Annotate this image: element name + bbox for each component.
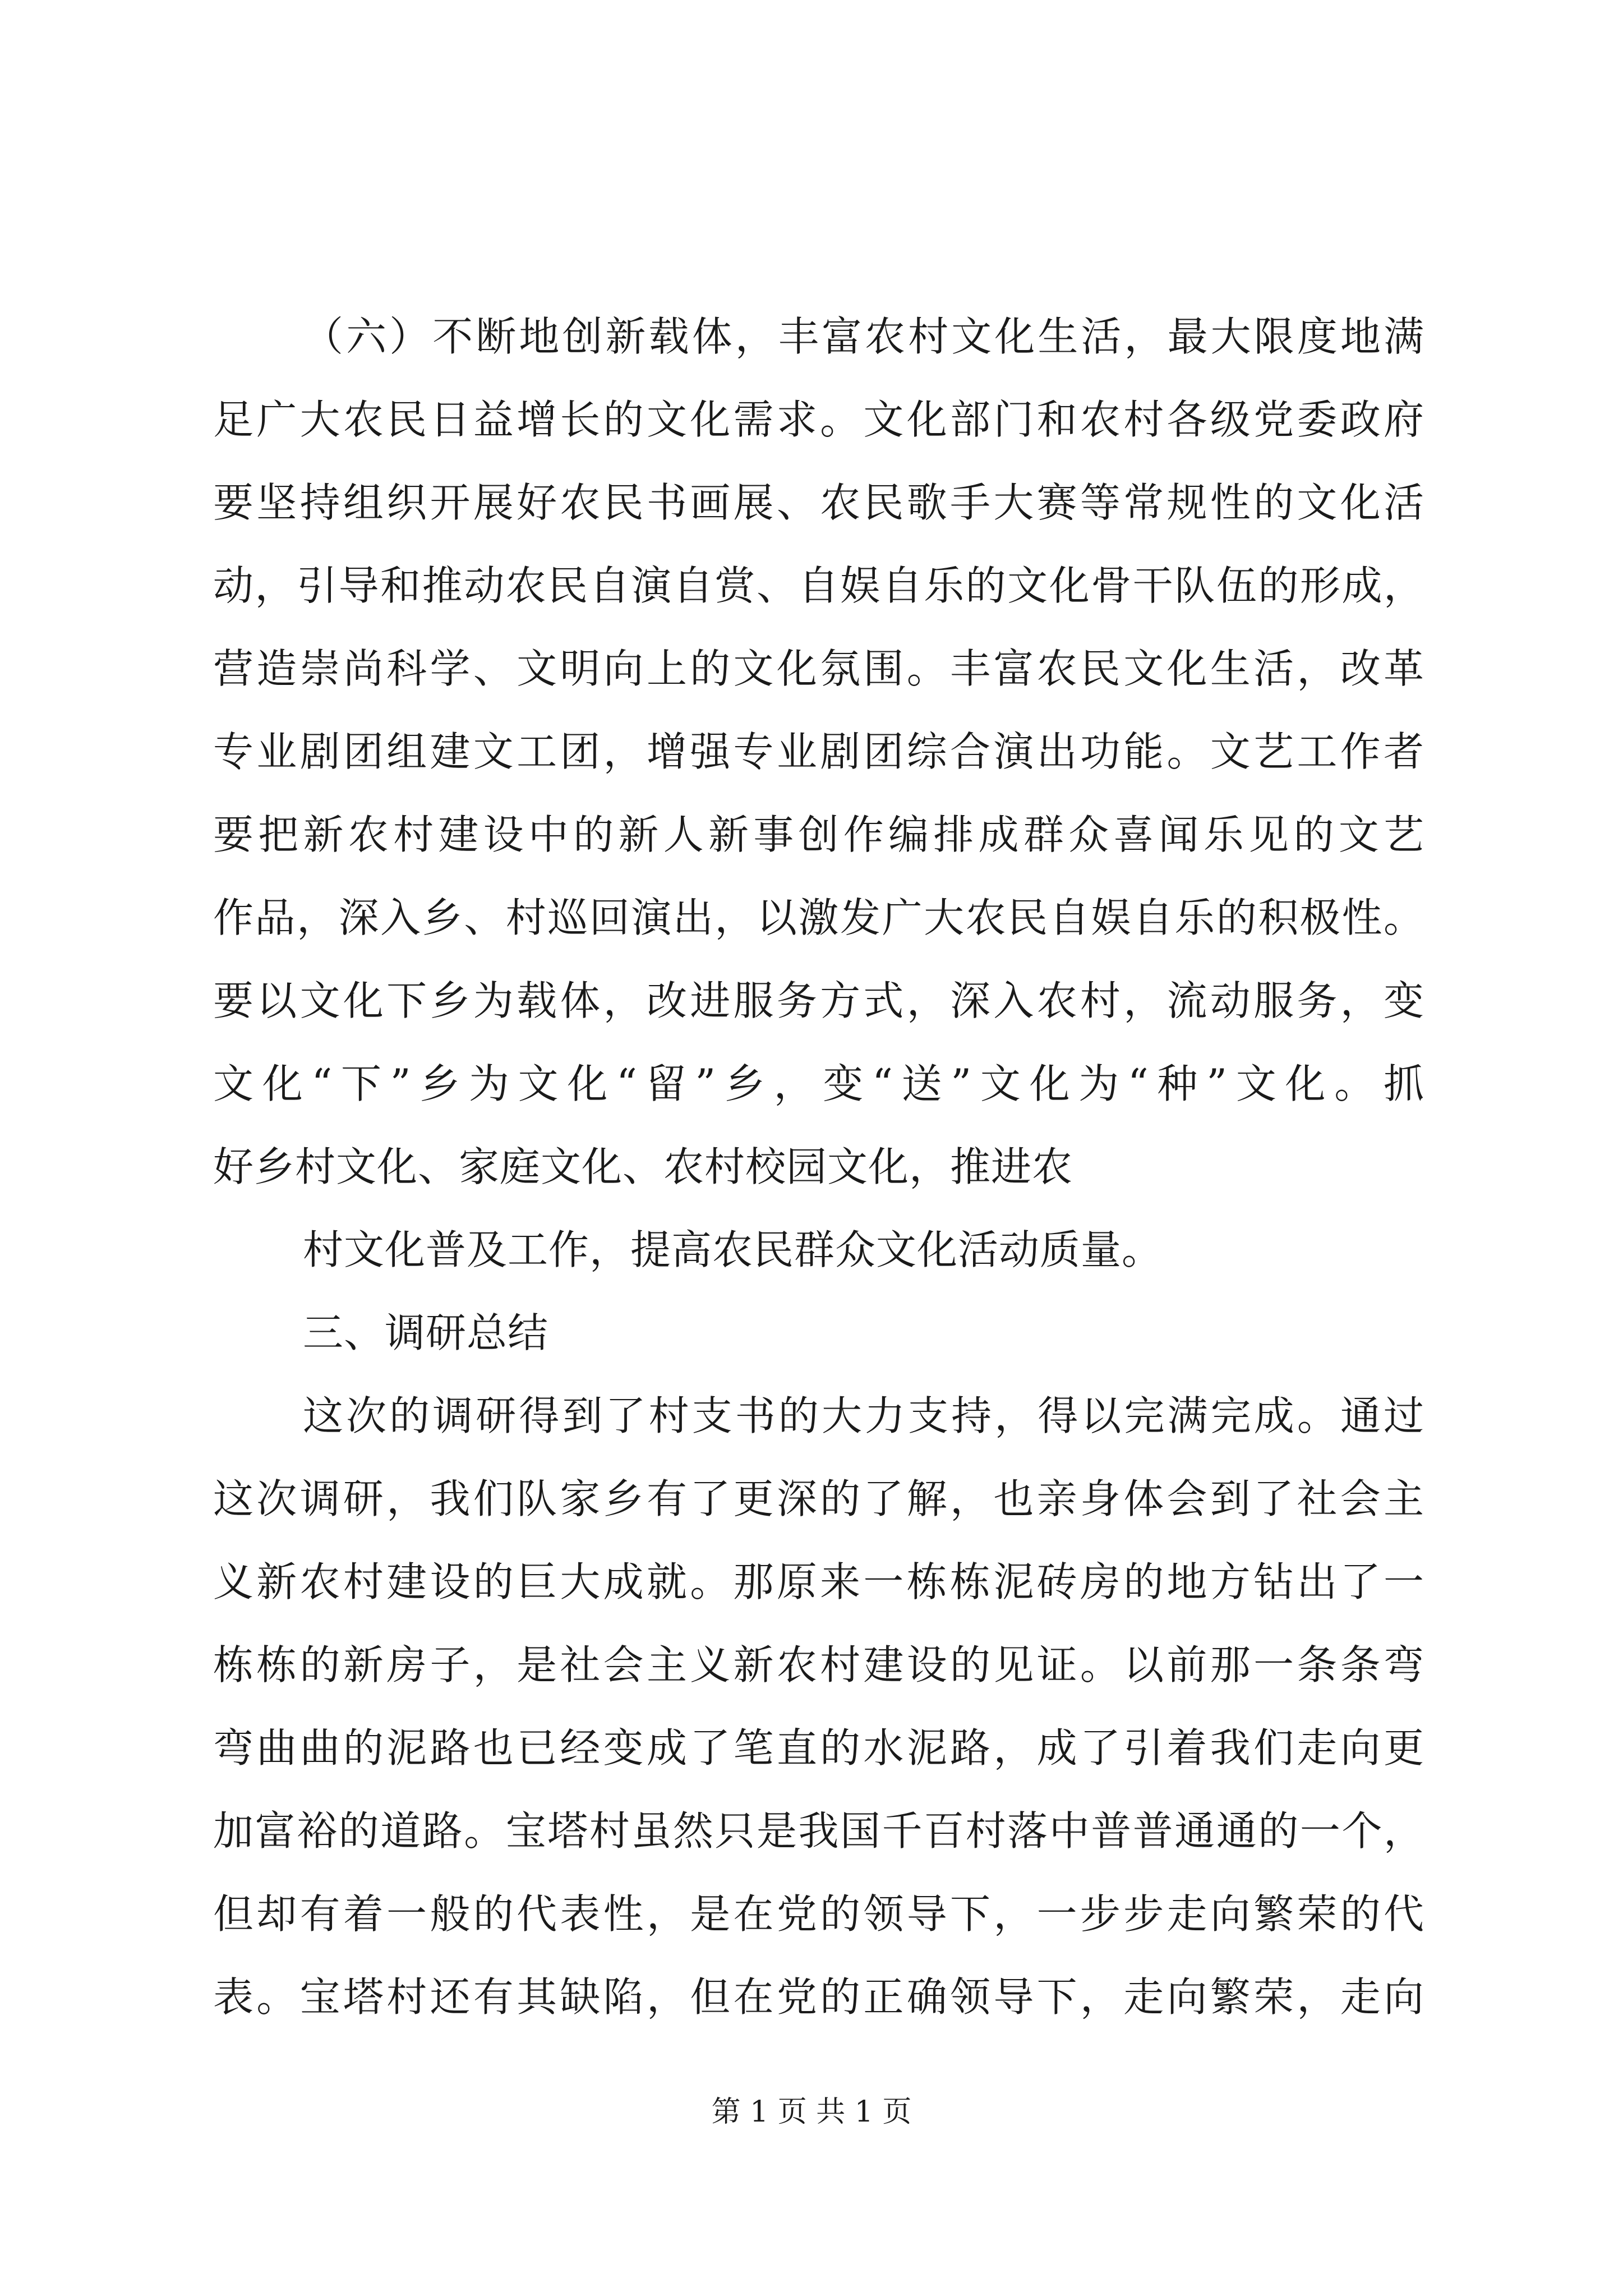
- section-heading: 三、调研总结: [303, 1309, 549, 1356]
- paragraph-line: 弯曲曲的泥路也已经变成了笔直的水泥路，成了引着我们走向更: [213, 1724, 1424, 1772]
- paragraph-line: 村文化普及工作，提高农民群众文化活动质量。: [303, 1226, 1163, 1273]
- paragraph-line: 动，引导和推动农民自演自赏、自娱自乐的文化骨干队伍的形成，: [213, 562, 1424, 609]
- paragraph-line: 专业剧团组建文工团，增强专业剧团综合演出功能。文艺工作者: [213, 728, 1424, 775]
- paragraph-line: 要把新农村建设中的新人新事创作编排成群众喜闻乐见的文艺: [213, 811, 1424, 858]
- paragraph-line: 这次调研，我们队家乡有了更深的了解，也亲身体会到了社会主: [213, 1475, 1424, 1522]
- paragraph-line: 好乡村文化、家庭文化、农村校园文化，推进农: [213, 1143, 1073, 1190]
- paragraph-line: 这次的调研得到了村支书的大力支持，得以完满完成。通过: [303, 1392, 1424, 1439]
- paragraph-line: 营造崇尚科学、文明向上的文化氛围。丰富农民文化生活，改革: [213, 645, 1424, 692]
- paragraph-line: 加富裕的道路。宝塔村虽然只是我国千百村落中普普通通的一个，: [213, 1807, 1424, 1855]
- paragraph-line: 文化“下”乡为文化“留”乡，变“送”文化为“种”文化。抓: [213, 1060, 1424, 1107]
- paragraph-line: 要以文化下乡为载体，改进服务方式，深入农村，流动服务，变: [213, 977, 1424, 1024]
- page-number-footer: 第 1 页 共 1 页: [711, 2095, 912, 2129]
- paragraph-line: 作品，深入乡、村巡回演出，以激发广大农民自娱自乐的积极性。: [213, 894, 1424, 941]
- paragraph-line: （六）不断地创新载体，丰富农村文化生活，最大限度地满: [303, 313, 1424, 360]
- paragraph-line: 足广大农民日益增长的文化需求。文化部门和农村各级党委政府: [213, 396, 1424, 443]
- paragraph-line: 但却有着一般的代表性，是在党的领导下，一步步走向繁荣的代: [213, 1890, 1424, 1938]
- paragraph-line: 栋栋的新房子，是社会主义新农村建设的见证。以前那一条条弯: [213, 1641, 1424, 1688]
- paragraph-line: 表。宝塔村还有其缺陷，但在党的正确领导下，走向繁荣，走向: [213, 1973, 1424, 2021]
- paragraph-line: 义新农村建设的巨大成就。那原来一栋栋泥砖房的地方钻出了一: [213, 1558, 1424, 1605]
- paragraph-line: 要坚持组织开展好农民书画展、农民歌手大赛等常规性的文化活: [213, 479, 1424, 526]
